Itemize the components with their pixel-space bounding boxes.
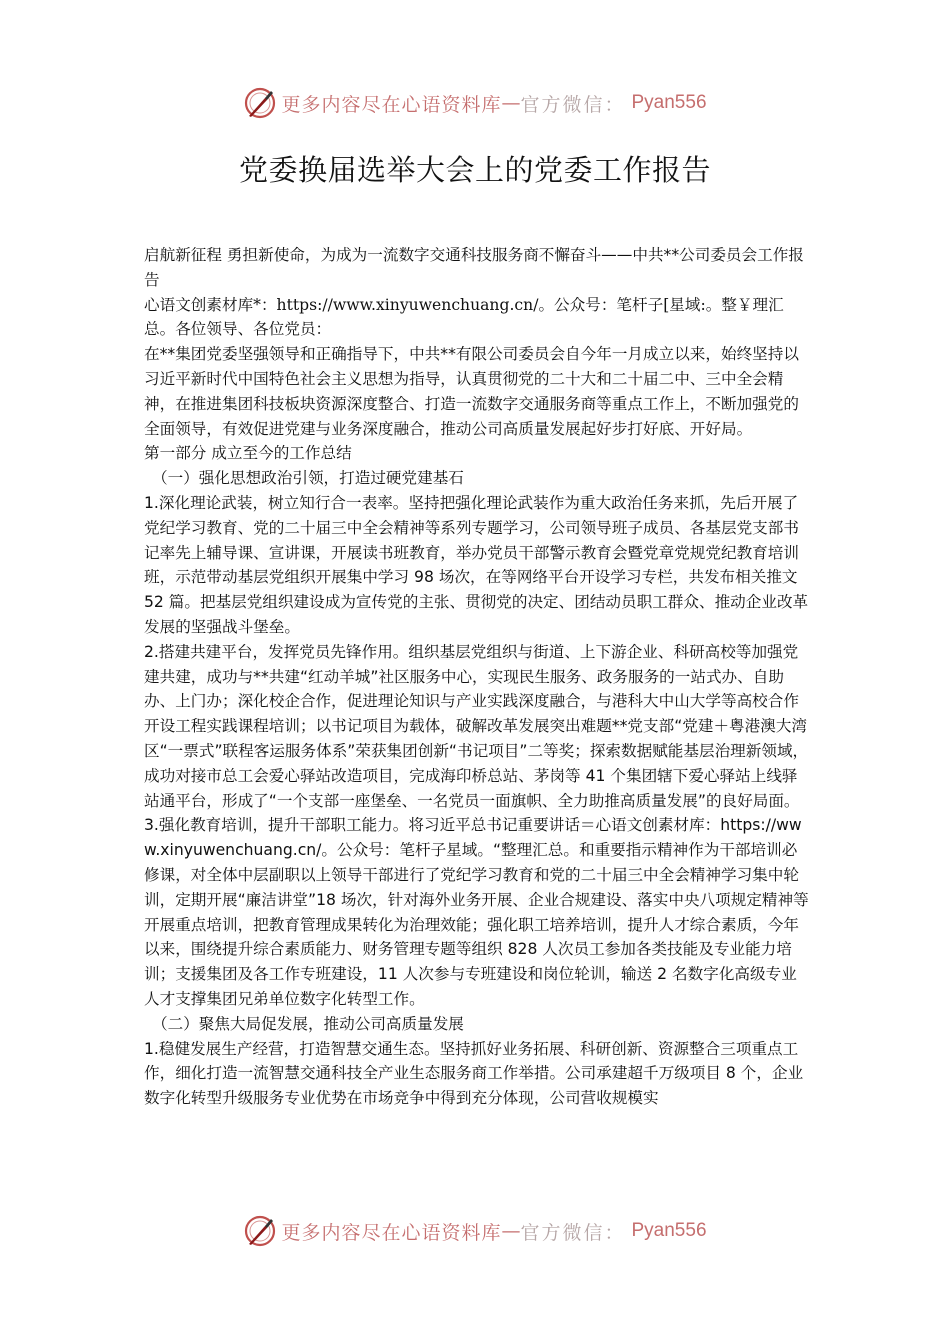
banner-subtext: 官方微信： [520,1221,626,1244]
body-paragraph: 1.深化理论武装，树立知行合一表率。坚持把强化理论武装作为重大政治任务来抓，先后开展了党纪学习教育、党的二十届三中全会精神等系列专题学习，公司领导班子成员、各基层党支部书记率先上辅导课、宣讲课，开展读书班教育，举办党员干部警示教育会暨党章党规党纪教育培训班，示范带动基层党组织开展集中学习 98 场次，在等网络平台开设学习专栏，共发布相关推文 52 篇。把基层党组织建设成为宣传党的主张、贯彻党的决定、团结动员职工群众、推动企业改革发展的坚强战斗堡垒。 [144,493,809,636]
source-note-paragraph: 心语文创素材库*：https://www.xinyuwenchuang.cn/。公众号：笔杆子[星域:。整￥理汇总。各位领导、各位党员： [144,295,784,339]
banner-separator: — [501,92,521,114]
banner-text: 更多内容尽在心语资料库 [281,93,502,116]
footer-banner [0,1211,950,1251]
banner-wechat-id: Pyan556 [631,92,707,113]
banner-wechat-id: Pyan556 [631,1220,707,1241]
banner-separator: — [501,1220,521,1242]
subsection-heading: （二）聚焦大局促发展，推动公司高质量发展 [152,1014,464,1033]
banner-text: 更多内容尽在心语资料库 [281,1221,502,1244]
intro-paragraph: 在**集团党委坚强领导和正确指导下，中共**有限公司委员会自今年一月成立以来，始终坚持以习近平新时代中国特色社会主义思想为指导，认真贯彻党的二十大和二十届二中、三中全会精神，在推进集团科技板块资源深度整合、打造一流数字交通服务商等重点工作上，不断加强党的全面领导，有效促进党建与业务深度融合，推动公司高质量发展起好步打好底、开好局。 [144,345,799,438]
document-title: 党委换届选举大会上的党委工作报告 [238,153,711,187]
section-heading: 第一部分 成立至今的工作总结 [144,444,352,463]
banner-subtext: 官方微信： [520,93,626,116]
body-paragraph: 2.搭建共建平台，发挥党员先锋作用。组织基层党组织与街道、上下游企业、科研高校等加强党建共建，成功与**共建“红动羊城”社区服务中心，实现民生服务、政务服务的一站式办、自助办、上门办；深化校企合作，促进理论知识与产业实践深度融合，与港科大中山大学等高校合作开设工程实践课程培训；以书记项目为载体，破解改革发展突出难题**党支部“党建＋粤港澳大湾区“一票式”联程客运服务体系”荣获集团创新“书记项目”二等奖；探索数据赋能基层治理新领域，成功对接市总工会爱心驿站改造项目，完成海印桥总站、茅岗等 41 个集团辖下爱心驿站上线驿站通平台，形成了“一个支部一座堡垒、一名党员一面旗帜、全力助推高质量发展”的良好局面。 [144,642,809,810]
pen-logo-icon [243,86,277,120]
body-paragraph: 1.稳健发展生产经营，打造智慧交通生态。坚持抓好业务拓展、科研创新、资源整合三项重点工作，细化打造一流智慧交通科技全产业生态服务商工作举措。公司承建超千万级项目 8 个，企业数字化转型升级服务专业优势在市场竞争中得到充分体现，公司营收规模实 [144,1039,804,1108]
pen-logo-icon [243,1214,277,1248]
subsection-heading: （一）强化思想政治引领，打造过硬党建基石 [152,469,464,488]
document-body [144,243,812,1111]
subtitle-paragraph: 启航新征程 勇担新使命，为成为一流数字交通科技服务商不懈奋斗——中共**公司委员会工作报告 [144,246,804,289]
header-banner [0,83,950,123]
body-paragraph: 3.强化教育培训，提升干部职工能力。将习近平总书记重要讲话＝心语文创素材库：https://www.xinyuwenchuang.cn/。公众号：笔杆子星域。“整理汇总。和重要指示精神作为干部培训必修课，对全体中层副职以上领导干部进行了党纪学习教育和党的二十届三中全会精神学习集中轮训，定期开展“廉洁讲堂”18 场次，针对海外业务开展、企业合规建设、落实中央八项规定精神等开展重点培训，把教育管理成果转化为治理效能；强化职工培养培训，提升人才综合素质，今年以来，围绕提升综合素质能力、财务管理专题等组织 828 人次员工参加各类技能及专业能力培训；支援集团及各工作专班建设，11 人次参与专班建设和岗位轮训，输送 2 名数字化高级专业人才支撑集团兄弟单位数字化转型工作。 [144,816,809,1008]
